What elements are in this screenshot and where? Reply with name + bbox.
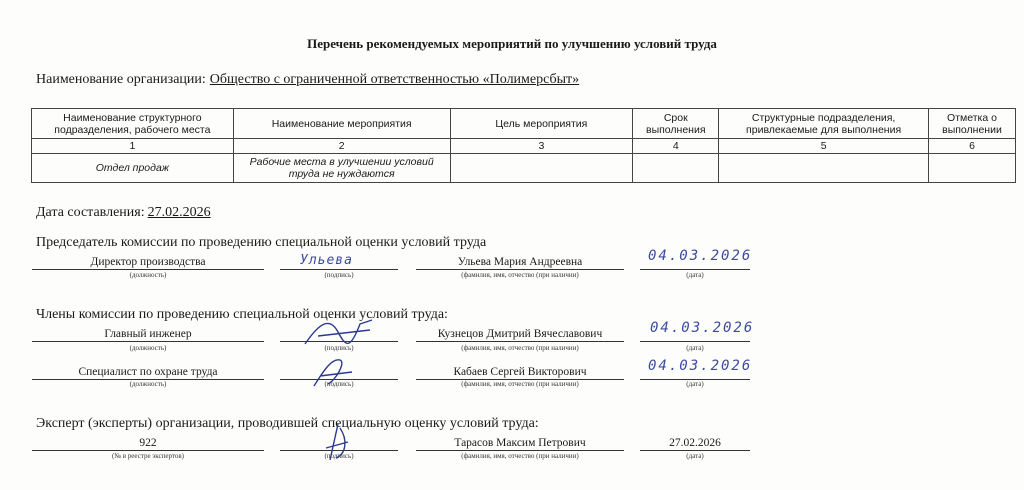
date-caption: (дата) [686,380,704,388]
table-header-row [32,109,1016,139]
completion-cell [928,154,1015,183]
members-heading: Члены комиссии по проведению специальной оценки условий труда: [36,307,448,322]
organization-name: Общество с ограниченной ответственностью «Полимерсбыт» [209,72,580,87]
goal-cell [450,154,633,183]
chairman-heading: Председатель комиссии по проведению специальной оценки условий труда [36,235,487,250]
expert-signature [318,420,358,464]
member-position: Главный инженер [32,327,264,342]
measure-cell: Рабочие места в улучшении условий труда не нуждаются [233,154,450,183]
header-cell: Наименование структурного подразделения, рабочего места [32,109,234,139]
header-cell: Цель мероприятия [450,109,633,139]
chairman-position: Директор производства [32,255,264,270]
registry-caption: (№ в реестре экспертов) [111,452,184,460]
deadline-cell [633,154,719,183]
column-number-row [32,139,1016,154]
page-title: Перечень рекомендуемых мероприятий по улучшению условий труда [307,36,717,51]
expert-registry-number: 922 [32,436,264,451]
signature-caption: (подпись) [324,344,354,352]
column-number: 1 [32,139,234,154]
position-caption: (должность) [129,344,167,352]
organization-line [36,72,579,88]
header-cell: Наименование мероприятия [233,109,450,139]
member-signature [300,312,380,352]
member-signature [306,350,366,390]
signature-caption: (подпись) [324,380,354,388]
signature-caption: (подпись) [324,271,354,279]
units-cell [719,154,929,183]
chairman-signature: Ульева [300,253,353,268]
table-row [32,154,1016,183]
member-name: Кузнецов Дмитрий Вячеславович [416,327,624,342]
signature-caption: (подпись) [324,452,354,460]
date-caption: (дата) [686,344,704,352]
column-number: 3 [450,139,633,154]
column-number: 4 [633,139,719,154]
header-cell: Срок выполнения [633,109,719,139]
header-cell: Отметка о выполнении [928,109,1015,139]
expert-name: Тарасов Максим Петрович [416,436,624,451]
organization-label: Наименование организации: [36,72,206,87]
column-number: 5 [719,139,929,154]
date-caption: (дата) [686,271,704,279]
header-cell: Структурные подразделения, привлекаемые для выполнения [719,109,929,139]
date-compiled-line [36,205,211,221]
chairman-name: Ульева Мария Андреевна [416,255,624,270]
member-date: 04.03.2026 [650,320,755,336]
date-caption: (дата) [686,452,704,460]
department-cell: Отдел продаж [32,154,234,183]
fullname-caption: (фамилия, имя, отчество (при наличии) [461,452,579,460]
position-caption: (должность) [129,380,167,388]
expert-date: 27.02.2026 [640,436,750,451]
expert-heading: Эксперт (эксперты) организации, проводившей специальную оценку условий труда: [36,416,539,431]
column-number: 6 [928,139,1015,154]
member-date: 04.03.2026 [648,358,753,374]
fullname-caption: (фамилия, имя, отчество (при наличии) [461,344,579,352]
measures-table [31,108,1016,183]
chairman-date: 04.03.2026 [648,248,753,264]
fullname-caption: (фамилия, имя, отчество (при наличии) [461,271,579,279]
column-number: 2 [233,139,450,154]
member-position: Специалист по охране труда [32,365,264,380]
date-compiled-label: Дата составления: [36,205,145,220]
date-compiled-value: 27.02.2026 [147,205,211,220]
fullname-caption: (фамилия, имя, отчество (при наличии) [461,380,579,388]
position-caption: (должность) [129,271,167,279]
member-name: Кабаев Сергей Викторович [416,365,624,380]
